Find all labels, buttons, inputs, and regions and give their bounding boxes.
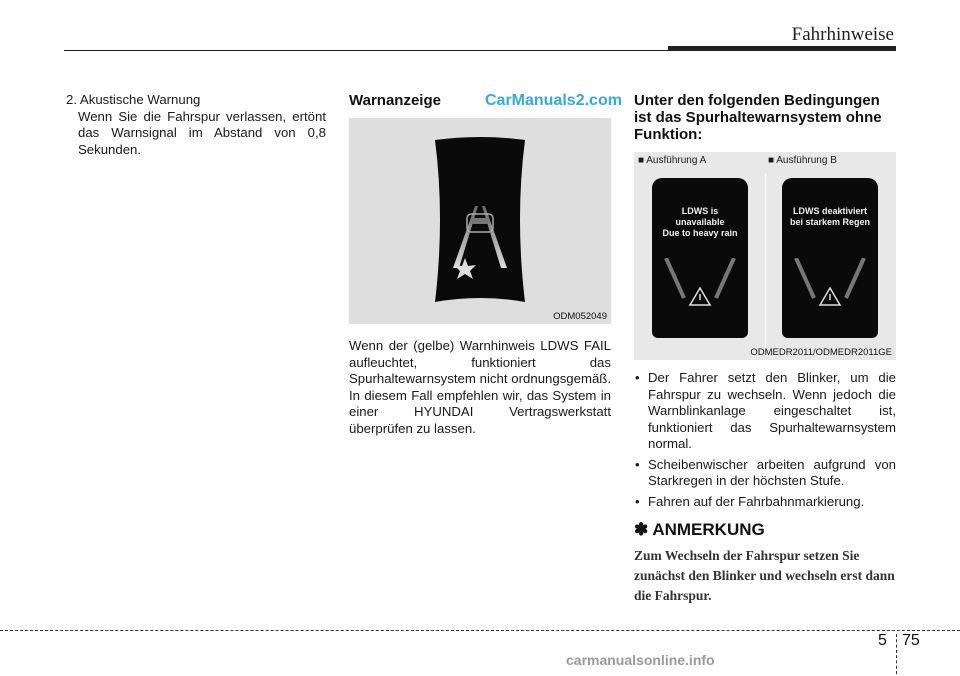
note-box [634, 520, 896, 606]
section-heading-conditions: Unter den folgenden Bedingungen ist das Spurhaltewarnsystem ohne Funktion: [634, 92, 882, 143]
warning-paragraph: Wenn der (gelbe) Warnhinweis LDWS FAIL aufleuchtet, funktioniert das Spurhaltewarnsystem nicht ordnungsgemäß. In diesem Fall empfehlen wir, das System in einer HYUNDAI Vertragswerkstatt überprüfen zu lassen. [349, 338, 611, 436]
conditions-list [634, 370, 896, 514]
note-body: Zum Wechseln der Fahrspur setzen Sie zunächst den Blinker und wechseln erst dann die Fahrspur. [634, 548, 895, 603]
chapter-title: Fahrhinweise [791, 24, 894, 45]
item-body: Wenn Sie die Fahrspur verlassen, ertönt das Warnsignal im Abstand von 0,8 Sekunden. [78, 108, 326, 157]
display-variant-a [652, 178, 748, 338]
display-a-line-3: Due to heavy rain [662, 228, 738, 238]
section-heading-warnanzeige: Warnanzeige [349, 92, 441, 109]
page-number: 75 [902, 632, 920, 649]
bottom-watermark: carmanualsonline.info [566, 652, 715, 668]
list-item: • Der Fahrer setzt den Blinker, um die Fahrspur zu wechseln. Wenn jedoch die Warnblinkanlage eingeschaltet ist, funktioniert das Spurhaltewarnsystem normal. [634, 370, 896, 453]
variant-b-label: ■ Ausführung B [768, 155, 837, 166]
footer-divider [896, 634, 897, 674]
figure-divider [765, 174, 766, 350]
figure-code: ODMEDR2011/ODMEDR2011GE [750, 347, 892, 358]
list-item: • Fahren auf der Fahrbahnmarkierung. [634, 494, 896, 511]
figure-variants [634, 152, 896, 360]
display-b-line-1: LDWS deaktiviert [792, 206, 868, 216]
column-conditions [634, 92, 896, 143]
item-title: 2. Akustische Warnung [66, 92, 201, 107]
figure-code: ODM052049 [553, 311, 607, 322]
warning-triangle-icon [652, 258, 748, 328]
list-item: • Scheibenwischer arbeiten aufgrund von Starkregen in der höchsten Stufe. [634, 457, 896, 490]
warning-triangle-icon [782, 258, 878, 328]
header-rule-accent [668, 46, 896, 51]
cluster-display-illustration [349, 118, 611, 324]
display-a-line-1: LDWS is [681, 206, 719, 216]
variant-a-label: ■ Ausführung A [638, 155, 707, 166]
footer-rule [0, 630, 960, 631]
display-b-line-2: bei starkem Regen [789, 217, 871, 227]
display-variant-b [782, 178, 878, 338]
note-heading: ✽ ANMERKUNG [634, 520, 765, 539]
column-acoustic-warning [64, 92, 326, 158]
display-a-line-2: unavailable [675, 217, 725, 227]
watermark-logo-link[interactable]: CarManuals2.com [485, 92, 622, 109]
figure-warning-display [349, 118, 611, 324]
chapter-number: 5 [878, 632, 887, 649]
